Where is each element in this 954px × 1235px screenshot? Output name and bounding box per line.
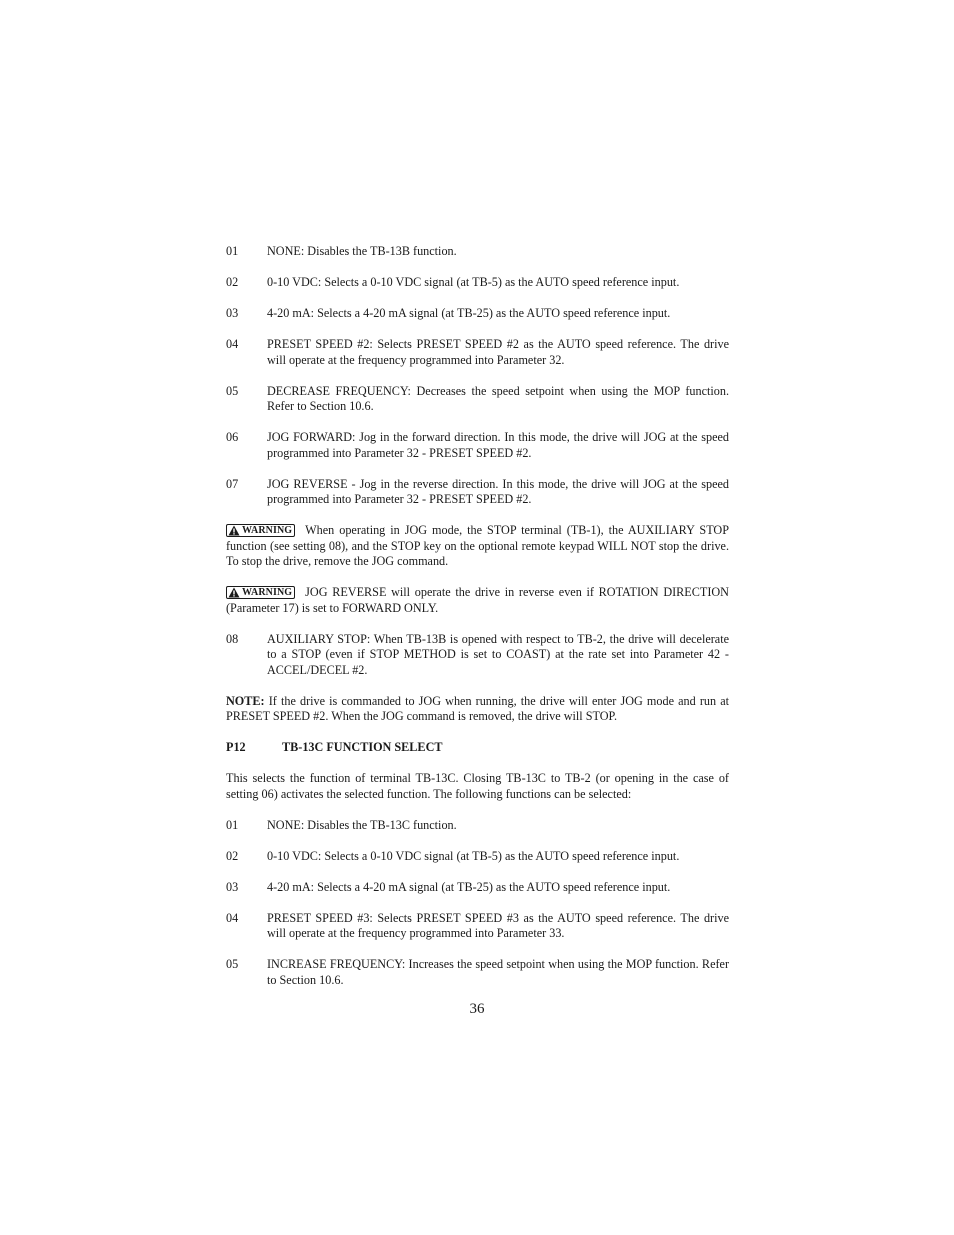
warning-paragraph: WARNING When operating in JOG mode, the STOP terminal (TB-1), the AUXILIARY STOP function (see setting 08), and the STOP key on the optional remote keypad WILL NOT stop the drive. To stop the drive, remove the JOG command. — [226, 523, 729, 568]
list-item: 02 0-10 VDC: Selects a 0-10 VDC signal (at TB-5) as the AUTO speed reference input. — [226, 275, 680, 289]
list-item: 01 NONE: Disables the TB-13B function. — [226, 244, 457, 258]
page-number: 36 — [469, 1001, 485, 1017]
list-item: 03 4-20 mA: Selects a 4-20 mA signal (at TB-25) as the AUTO speed reference input. — [226, 306, 671, 320]
warning-triangle-icon — [228, 525, 240, 536]
list-item: 06 JOG FORWARD: Jog in the forward direction. In this mode, the drive will JOG at the speed programmed into Parameter 32 - PRESET SPEED #2. — [226, 430, 729, 460]
warning-triangle-icon — [228, 587, 240, 598]
list-item: 08 AUXILIARY STOP: When TB-13B is opened with respect to TB-2, the drive will decelerate to a STOP (even if STOP METHOD is set to COAST) at the rate set into Parameter 42 - ACCEL/DECEL #2. — [226, 631, 729, 677]
parameter-heading: P12 TB-13C FUNCTION SELECT — [226, 740, 443, 754]
intro-paragraph: This selects the function of terminal TB-13C. Closing TB-13C to TB-2 (or opening in the case of setting 06) activates the selected function. The following functions can be selected: — [226, 771, 729, 801]
note-label: NOTE: — [226, 693, 265, 708]
list-item: 02 0-10 VDC: Selects a 0-10 VDC signal (at TB-5) as the AUTO speed reference input. — [226, 848, 680, 863]
note-paragraph: NOTE: If the drive is commanded to JOG when running, the drive will enter JOG mode and run at PRESET SPEED #2. When the JOG command is removed, the drive will STOP. — [226, 693, 730, 723]
list-item: 07 JOG REVERSE - Jog in the reverse direction. In this mode, the drive will JOG at the speed programmed into Parameter 32 - PRESET SPEED #2. — [226, 476, 729, 506]
list-item: 05 INCREASE FREQUENCY: Increases the speed setpoint when using the MOP function. Refer to Section 10.6. — [226, 957, 729, 987]
list-item: 04 PRESET SPEED #3: Selects PRESET SPEED #3 as the AUTO speed reference. The drive will operate at the frequency programmed into Parameter 33. — [226, 910, 729, 940]
list-item: 03 4-20 mA: Selects a 4-20 mA signal (at TB-25) as the AUTO speed reference input. — [226, 879, 671, 894]
warning-badge: WARNING — [226, 586, 295, 599]
warning-paragraph: WARNING JOG REVERSE will operate the drive in reverse even if ROTATION DIRECTION (Parameter 17) is set to FORWARD ONLY. — [226, 585, 729, 615]
list-item: 05 DECREASE FREQUENCY: Decreases the speed setpoint when using the MOP function. Refer to Section 10.6. — [226, 383, 729, 413]
list-item: 04 PRESET SPEED #2: Selects PRESET SPEED #2 as the AUTO speed reference. The drive will operate at the frequency programmed into Parameter 32. — [226, 337, 729, 367]
list-item: 01 NONE: Disables the TB-13C function. — [226, 817, 457, 832]
page-content — [226, 244, 729, 988]
warning-badge: WARNING — [226, 524, 295, 537]
